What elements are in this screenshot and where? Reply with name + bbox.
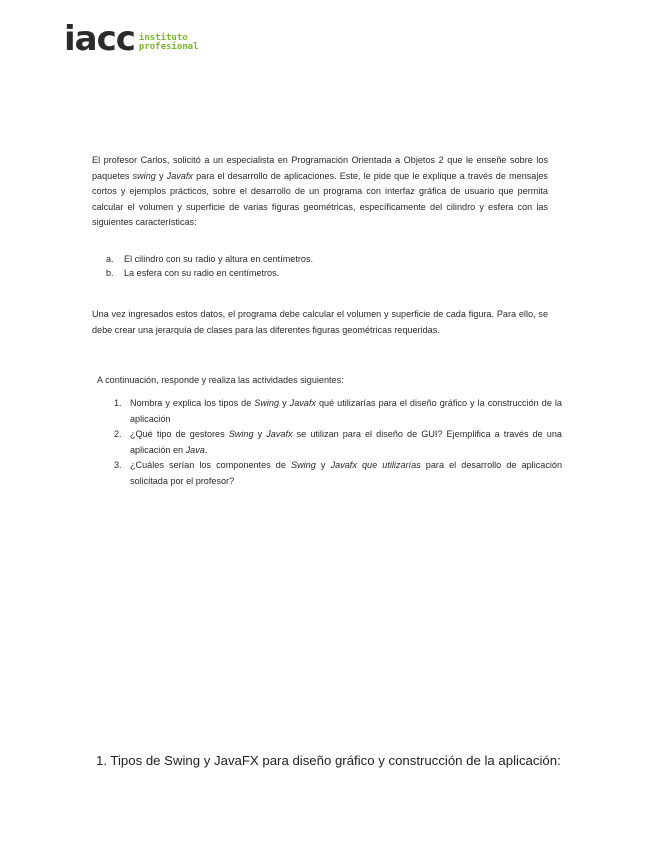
features-list	[106, 252, 546, 280]
iacc-logo	[64, 19, 199, 59]
question-number: 3.	[114, 460, 122, 470]
question-number: 1.	[114, 398, 122, 408]
question-item	[114, 396, 562, 427]
list-item-text: El cilindro con su radio y altura en centímetros.	[124, 254, 314, 264]
logo-brand-text: iacc	[64, 19, 135, 59]
logo-subtitle	[139, 34, 199, 54]
questions-list	[114, 396, 562, 489]
intro-paragraph	[92, 153, 548, 231]
list-marker: b.	[106, 268, 114, 278]
intro-text-3: para el desarrollo de aplicaciones. Este, le pide que le explique a través de mensajes cortos y ejemplos prácticos, sobre el desarrollo de un programa con interfaz gráfica de usuario que permita calcular el volumen y superficie de varias figuras geométricas, específicamente del cilindro y esfera con las siguientes características:	[92, 170, 548, 227]
question-text: ¿Qué tipo de gestores Swing y Javafx se utilizan para el diseño de GUI? Ejemplifica a través de una aplicación en Java.	[130, 429, 562, 455]
intro-swing: swing	[132, 170, 156, 181]
question-item	[114, 427, 562, 458]
list-marker: a.	[106, 254, 114, 264]
list-item-text: La esfera con su radio en centímetros.	[124, 268, 280, 278]
intro-javafx: Javafx	[166, 170, 193, 181]
continuation-line: A continuación, responde y realiza las actividades siguientes:	[97, 375, 344, 385]
logo-line-2: profesional	[138, 42, 199, 52]
question-item	[114, 458, 562, 489]
logo-wordmark	[64, 19, 135, 59]
question-text: ¿Cuáles serían los componentes de Swing y Javafx que utilizarías para el desarrollo de aplicación solicitada por el profesor?	[130, 460, 563, 486]
followup-paragraph: Una vez ingresados estos datos, el programa debe calcular el volumen y superficie de cada figura. Para ello, se debe crear una jerarquía de clases para las diferentes figuras geométricas requeridas.	[92, 309, 548, 335]
intro-text-1: El profesor Carlos, solicitó a un especialista en Programación Orientada a Objetos 2 que le enseñe sobre los paquetes	[92, 155, 548, 181]
list-item	[106, 266, 546, 280]
logo-line-1: instituto	[138, 33, 188, 43]
question-number: 2.	[114, 429, 122, 439]
question-text: Nombra y explica los tipos de Swing y Javafx qué utilizarías para el diseño gráfico y la construcción de la aplicación	[130, 398, 562, 424]
intro-text-2: y	[155, 170, 167, 181]
section-heading: 1. Tipos de Swing y JavaFX para diseño gráfico y construcción de la aplicación:	[96, 753, 561, 768]
list-item	[106, 252, 546, 266]
